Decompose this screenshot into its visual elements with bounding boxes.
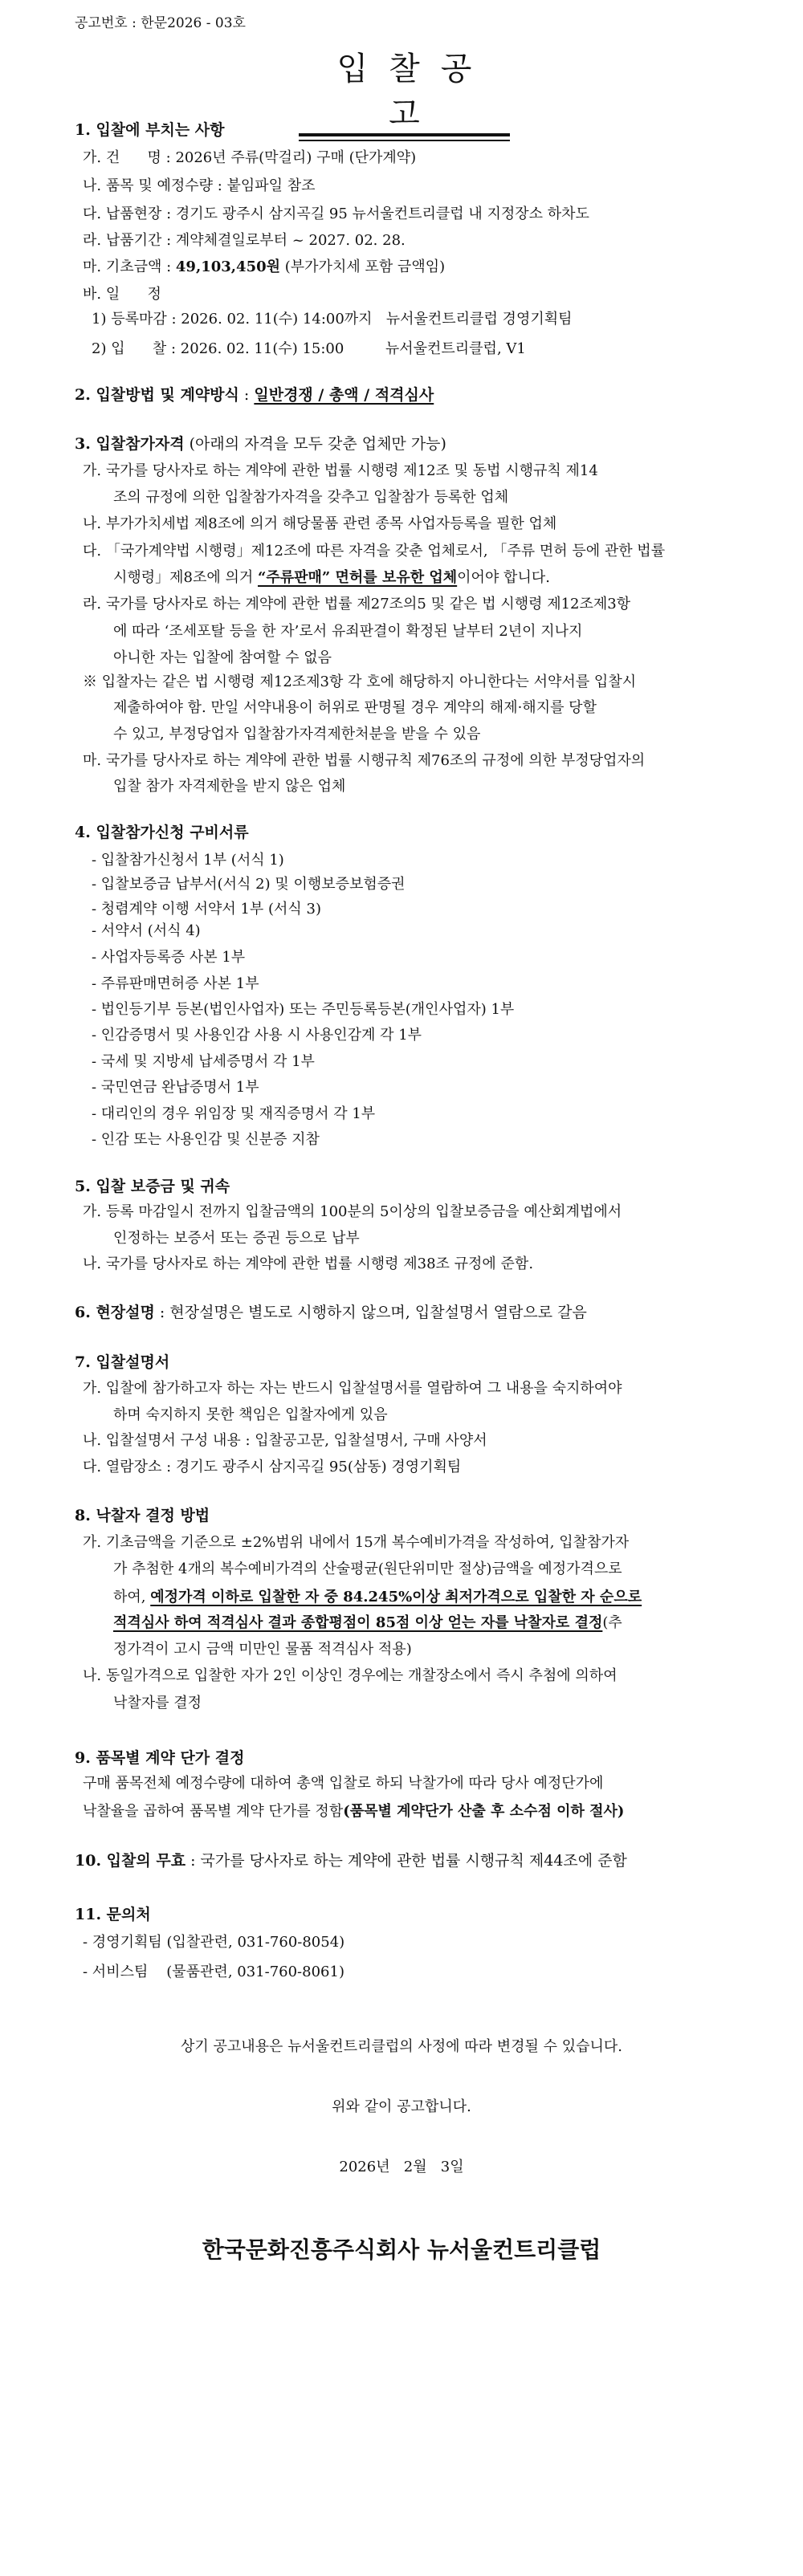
section-4-line [92, 1104, 375, 1125]
bold-text: 2. 입찰방법 및 계약방식 [75, 386, 239, 404]
bold-text: 4. 입찰참가신청 구비서류 [75, 824, 249, 841]
text-segment: - 입찰보증금 납부서(서식 2) 및 이행보증보험증권 [92, 876, 406, 893]
section-5-line [83, 1202, 622, 1223]
text-segment: 하여, [113, 1589, 151, 1605]
text-segment: (부가가치세 포함 금액임) [280, 258, 446, 275]
section-3-line [83, 594, 630, 615]
text-segment: 정가격이 고시 금액 미만인 물품 적격심사 적용) [113, 1641, 412, 1658]
section-4-line [92, 974, 259, 995]
text-segment: 가. 국가를 당사자로 하는 계약에 관한 법률 시행령 제12조 및 동법 시행규칙 제14 [83, 462, 598, 479]
section-8-line [113, 1587, 642, 1608]
section-3-line [83, 541, 665, 562]
section-3-line [113, 487, 508, 508]
section-8-line [113, 1693, 202, 1714]
section-8-line [113, 1613, 622, 1634]
section-4-line [92, 899, 321, 920]
section-7-line [83, 1457, 461, 1478]
text-segment: - 국세 및 지방세 납세증명서 각 1부 [92, 1053, 315, 1070]
text-segment: 나. 동일가격으로 입찰한 자가 2인 이상인 경우에는 개찰장소에서 즉시 추첨에 의하여 [83, 1667, 618, 1684]
section-7-line [83, 1378, 622, 1399]
section-4-line [92, 850, 284, 871]
section-3-line [83, 672, 636, 693]
section-1-line [92, 339, 526, 360]
text-segment: (아래의 자격을 모두 갖춘 업체만 가능) [184, 435, 446, 453]
notice-change-text: 상기 공고내용은 뉴서울컨트리클럽의 사정에 따라 변경될 수 있습니다. [180, 2038, 623, 2055]
text-segment: : [238, 386, 255, 404]
section-heading-10 [75, 1850, 627, 1871]
text-segment: 1) 등록마감 : 2026. 02. 11(수) 14:00까지 뉴서울컨트리클럽 경영기획팀 [92, 311, 573, 328]
section-4-line [92, 947, 245, 968]
section-1-line [83, 257, 445, 278]
text-segment: 시행령」제8조에 의거 [113, 569, 258, 586]
section-heading-6 [75, 1302, 587, 1323]
bold-text: 1. 입찰에 부치는 사항 [75, 121, 225, 139]
section-1-line [92, 309, 573, 330]
text-segment: - 입찰참가신청서 1부 (서식 1) [92, 852, 284, 869]
section-heading-2 [75, 385, 434, 405]
bold-text: 7. 입찰설명서 [75, 1353, 170, 1371]
bold-text: 11. 문의처 [75, 1906, 151, 1923]
text-segment: 나. 입찰설명서 구성 내용 : 입찰공고문, 입찰설명서, 구매 사양서 [83, 1432, 487, 1449]
text-segment: 하며 숙지하지 못한 책임은 입찰자에게 있음 [113, 1406, 388, 1423]
text-segment: 가. 건 명 : 2026년 주류(막걸리) 구매 (단가계약) [83, 149, 417, 166]
section-1-line [83, 204, 589, 225]
text-segment: 가 추첨한 4개의 복수예비가격의 산술평균(원단위미만 절상)금액을 예정가격으로 [113, 1561, 622, 1577]
text-segment: 다. 열람장소 : 경기도 광주시 삼지곡길 95(삼동) 경영기획팀 [83, 1459, 462, 1475]
section-3-line [113, 776, 345, 797]
text-segment: 마. 기초금액 : [83, 258, 176, 275]
section-4-line [92, 1077, 259, 1098]
section-3-line [113, 724, 480, 745]
section-1-line [83, 176, 316, 197]
text-segment: - 사업자등록증 사본 1부 [92, 949, 246, 966]
text-segment: 아니한 자는 입찰에 참여할 수 없음 [113, 649, 332, 666]
section-heading-1 [75, 120, 225, 140]
text-segment: - 서약서 (서식 4) [92, 922, 201, 939]
bold-text: 10. 입찰의 무효 [75, 1852, 186, 1870]
text-segment: ※ 입찰자는 같은 법 시행령 제12조제3항 각 호에 해당하지 아니한다는 서약서를 입찰시 [83, 674, 637, 690]
section-heading-8 [75, 1505, 210, 1526]
text-segment: 제출하여야 함. 만일 서약내용이 허위로 판명될 경우 계약의 해제·해지를 당할 [113, 699, 597, 716]
section-11-line [83, 1932, 344, 1953]
text-segment: 바. 일 정 [83, 286, 161, 303]
text-segment: - 인감 또는 사용인감 및 신분증 지참 [92, 1131, 320, 1148]
section-8-line [83, 1532, 629, 1553]
section-7-line [113, 1405, 388, 1426]
text-segment: - 국민연금 완납증명서 1부 [92, 1079, 259, 1096]
section-7-line [83, 1430, 487, 1451]
bold-text: 49,103,450원 [175, 258, 281, 275]
section-3-line [113, 621, 582, 642]
text-segment: 나. 국가를 당사자로 하는 계약에 관한 법률 시행령 제38조 규정에 준함. [83, 1255, 534, 1272]
text-segment: 가. 기초금액을 기준으로 ±2%범위 내에서 15개 복수예비가격을 작성하여, 입찰참가자 [83, 1534, 630, 1551]
organization-name: 한국문화진흥주식회사 뉴서울컨트리클럽 [202, 2236, 601, 2263]
section-1-line [83, 284, 161, 305]
section-heading-4 [75, 822, 249, 843]
text-segment: - 인감증명서 및 사용인감 사용 시 사용인감계 각 1부 [92, 1027, 422, 1044]
text-segment: - 법인등기부 등본(법인사업자) 또는 주민등록등본(개인사업자) 1부 [92, 1001, 515, 1018]
section-4-line [92, 1052, 315, 1072]
text-segment: - 청렴계약 이행 서약서 1부 (서식 3) [92, 901, 322, 918]
announce-text: 위와 같이 공고합니다. [332, 2098, 471, 2115]
section-8-line [113, 1559, 622, 1580]
text-segment: - 주류판매면허증 사본 1부 [92, 975, 259, 992]
section-4-line [92, 1025, 422, 1046]
section-3-line [83, 514, 556, 535]
underlined-text: 예정가격 이하로 입찰한 자 중 84.245%이상 최저가격으로 입찰한 자 순으로 [150, 1589, 642, 1605]
text-segment: - 서비스팀 (물품관련, 031-760-8061) [83, 1964, 344, 1980]
section-8-line [83, 1666, 618, 1687]
text-segment: : 현장설명은 별도로 시행하지 않으며, 입찰설명서 열람으로 갈음 [154, 1304, 587, 1321]
section-heading-9 [75, 1748, 244, 1768]
text-segment: - 대리인의 경우 위임장 및 재직증명서 각 1부 [92, 1105, 376, 1122]
section-5-line [113, 1228, 360, 1249]
text-segment: 이어야 합니다. [457, 569, 550, 586]
notice-date: 2026년 2월 3일 [339, 2159, 464, 2175]
section-3-line [83, 461, 598, 482]
section-3-line [113, 648, 332, 669]
text-segment: 나. 부가가치세법 제8조에 의거 해당물품 관련 종목 사업자등록을 필한 업체 [83, 515, 557, 532]
section-4-line [92, 1129, 320, 1150]
underlined-text: 적격심사 하여 적격심사 결과 종합평점이 85점 이상 얻는 자를 낙찰자로 결정 [113, 1614, 603, 1631]
text-segment: 라. 국가를 당사자로 하는 계약에 관한 법률 제27조의5 및 같은 법 시행령 제12조제3항 [83, 596, 631, 612]
section-heading-7 [75, 1352, 169, 1373]
bold-text: 3. 입찰참가자격 [75, 435, 185, 453]
text-segment: (추 [602, 1614, 622, 1631]
section-1-line [83, 230, 406, 251]
notice-number: 공고번호 : 한문2026 - 03호 [75, 15, 246, 31]
text-segment: 낙찰자를 결정 [113, 1695, 202, 1711]
text-segment: 마. 국가를 당사자로 하는 계약에 관한 법률 시행규칙 제76조의 규정에 의한 부정당업자의 [83, 752, 646, 769]
text-segment: 수 있고, 부정당업자 입찰참가자격제한처분을 받을 수 있음 [113, 726, 481, 743]
bold-text: (품목별 계약단가 산출 후 소수점 이하 절사) [343, 1803, 625, 1820]
text-segment: - 경영기획팀 (입찰관련, 031-760-8054) [83, 1934, 345, 1951]
text-segment: 에 따라 ‘조세포탈 등을 한 자’로서 유죄판결이 확정된 날부터 2년이 지나지 [113, 623, 583, 640]
text-segment: 2) 입 찰 : 2026. 02. 11(수) 15:00 뉴서울컨트리클럽, V1 [92, 340, 526, 357]
bold-text: 8. 낙찰자 결정 방법 [75, 1507, 210, 1524]
underlined-text: “주류판매” 면허를 보유한 업체 [258, 569, 458, 586]
section-11-line [83, 1962, 344, 1983]
section-3-line [113, 698, 597, 718]
section-9-line [83, 1801, 624, 1822]
section-1-line [83, 148, 416, 169]
section-heading-11 [75, 1904, 151, 1925]
section-4-line [92, 921, 201, 942]
bold-text: 5. 입찰 보증금 및 귀속 [75, 1178, 230, 1195]
underlined-text: 일반경쟁 / 총액 / 적격심사 [254, 386, 434, 404]
section-3-line [113, 568, 550, 588]
section-4-line [92, 874, 406, 895]
section-9-line [83, 1773, 603, 1794]
text-segment: : 국가를 당사자로 하는 계약에 관한 법률 시행규칙 제44조에 준함 [185, 1852, 627, 1870]
page-title: 입찰공고 [336, 51, 493, 132]
bold-text: 6. 현장설명 [75, 1304, 155, 1321]
section-5-line [83, 1254, 533, 1275]
text-segment: 다. 「국가계약법 시행령」제12조에 따른 자격을 갖춘 업체로서, 「주류 면허 등에 관한 법률 [83, 543, 666, 560]
section-heading-5 [75, 1176, 230, 1197]
section-4-line [92, 999, 514, 1020]
section-heading-3 [75, 433, 446, 454]
title-block [299, 47, 510, 141]
bold-text: 9. 품목별 계약 단가 결정 [75, 1749, 245, 1767]
text-segment: 인정하는 보증서 또는 증권 등으로 납부 [113, 1230, 360, 1247]
section-8-line [113, 1639, 412, 1660]
section-3-line [83, 751, 645, 771]
text-segment: 조의 규정에 의한 입찰참가자격을 갖추고 입찰참가 등록한 업체 [113, 489, 509, 506]
text-segment: 구매 품목전체 예정수량에 대하여 총액 입찰로 하되 낙찰가에 따라 당사 예정단가에 [83, 1775, 604, 1792]
text-segment: 나. 품목 및 예정수량 : 붙임파일 참조 [83, 177, 316, 194]
text-segment: 가. 입찰에 참가하고자 하는 자는 반드시 입찰설명서를 열람하여 그 내용을 숙지하여야 [83, 1380, 622, 1397]
text-segment: 라. 납품기간 : 계약체결일로부터 ~ 2027. 02. 28. [83, 232, 406, 249]
text-segment: 입찰 참가 자격제한을 받지 않은 업체 [113, 778, 346, 795]
text-segment: 가. 등록 마감일시 전까지 입찰금액의 100분의 5이상의 입찰보증금을 예산회계법에서 [83, 1203, 622, 1220]
text-segment: 낙찰율을 곱하여 품목별 계약 단가를 정함 [83, 1803, 344, 1820]
text-segment: 다. 납품현장 : 경기도 광주시 삼지곡길 95 뉴서울컨트리클럽 내 지정장소 하차도 [83, 206, 589, 222]
